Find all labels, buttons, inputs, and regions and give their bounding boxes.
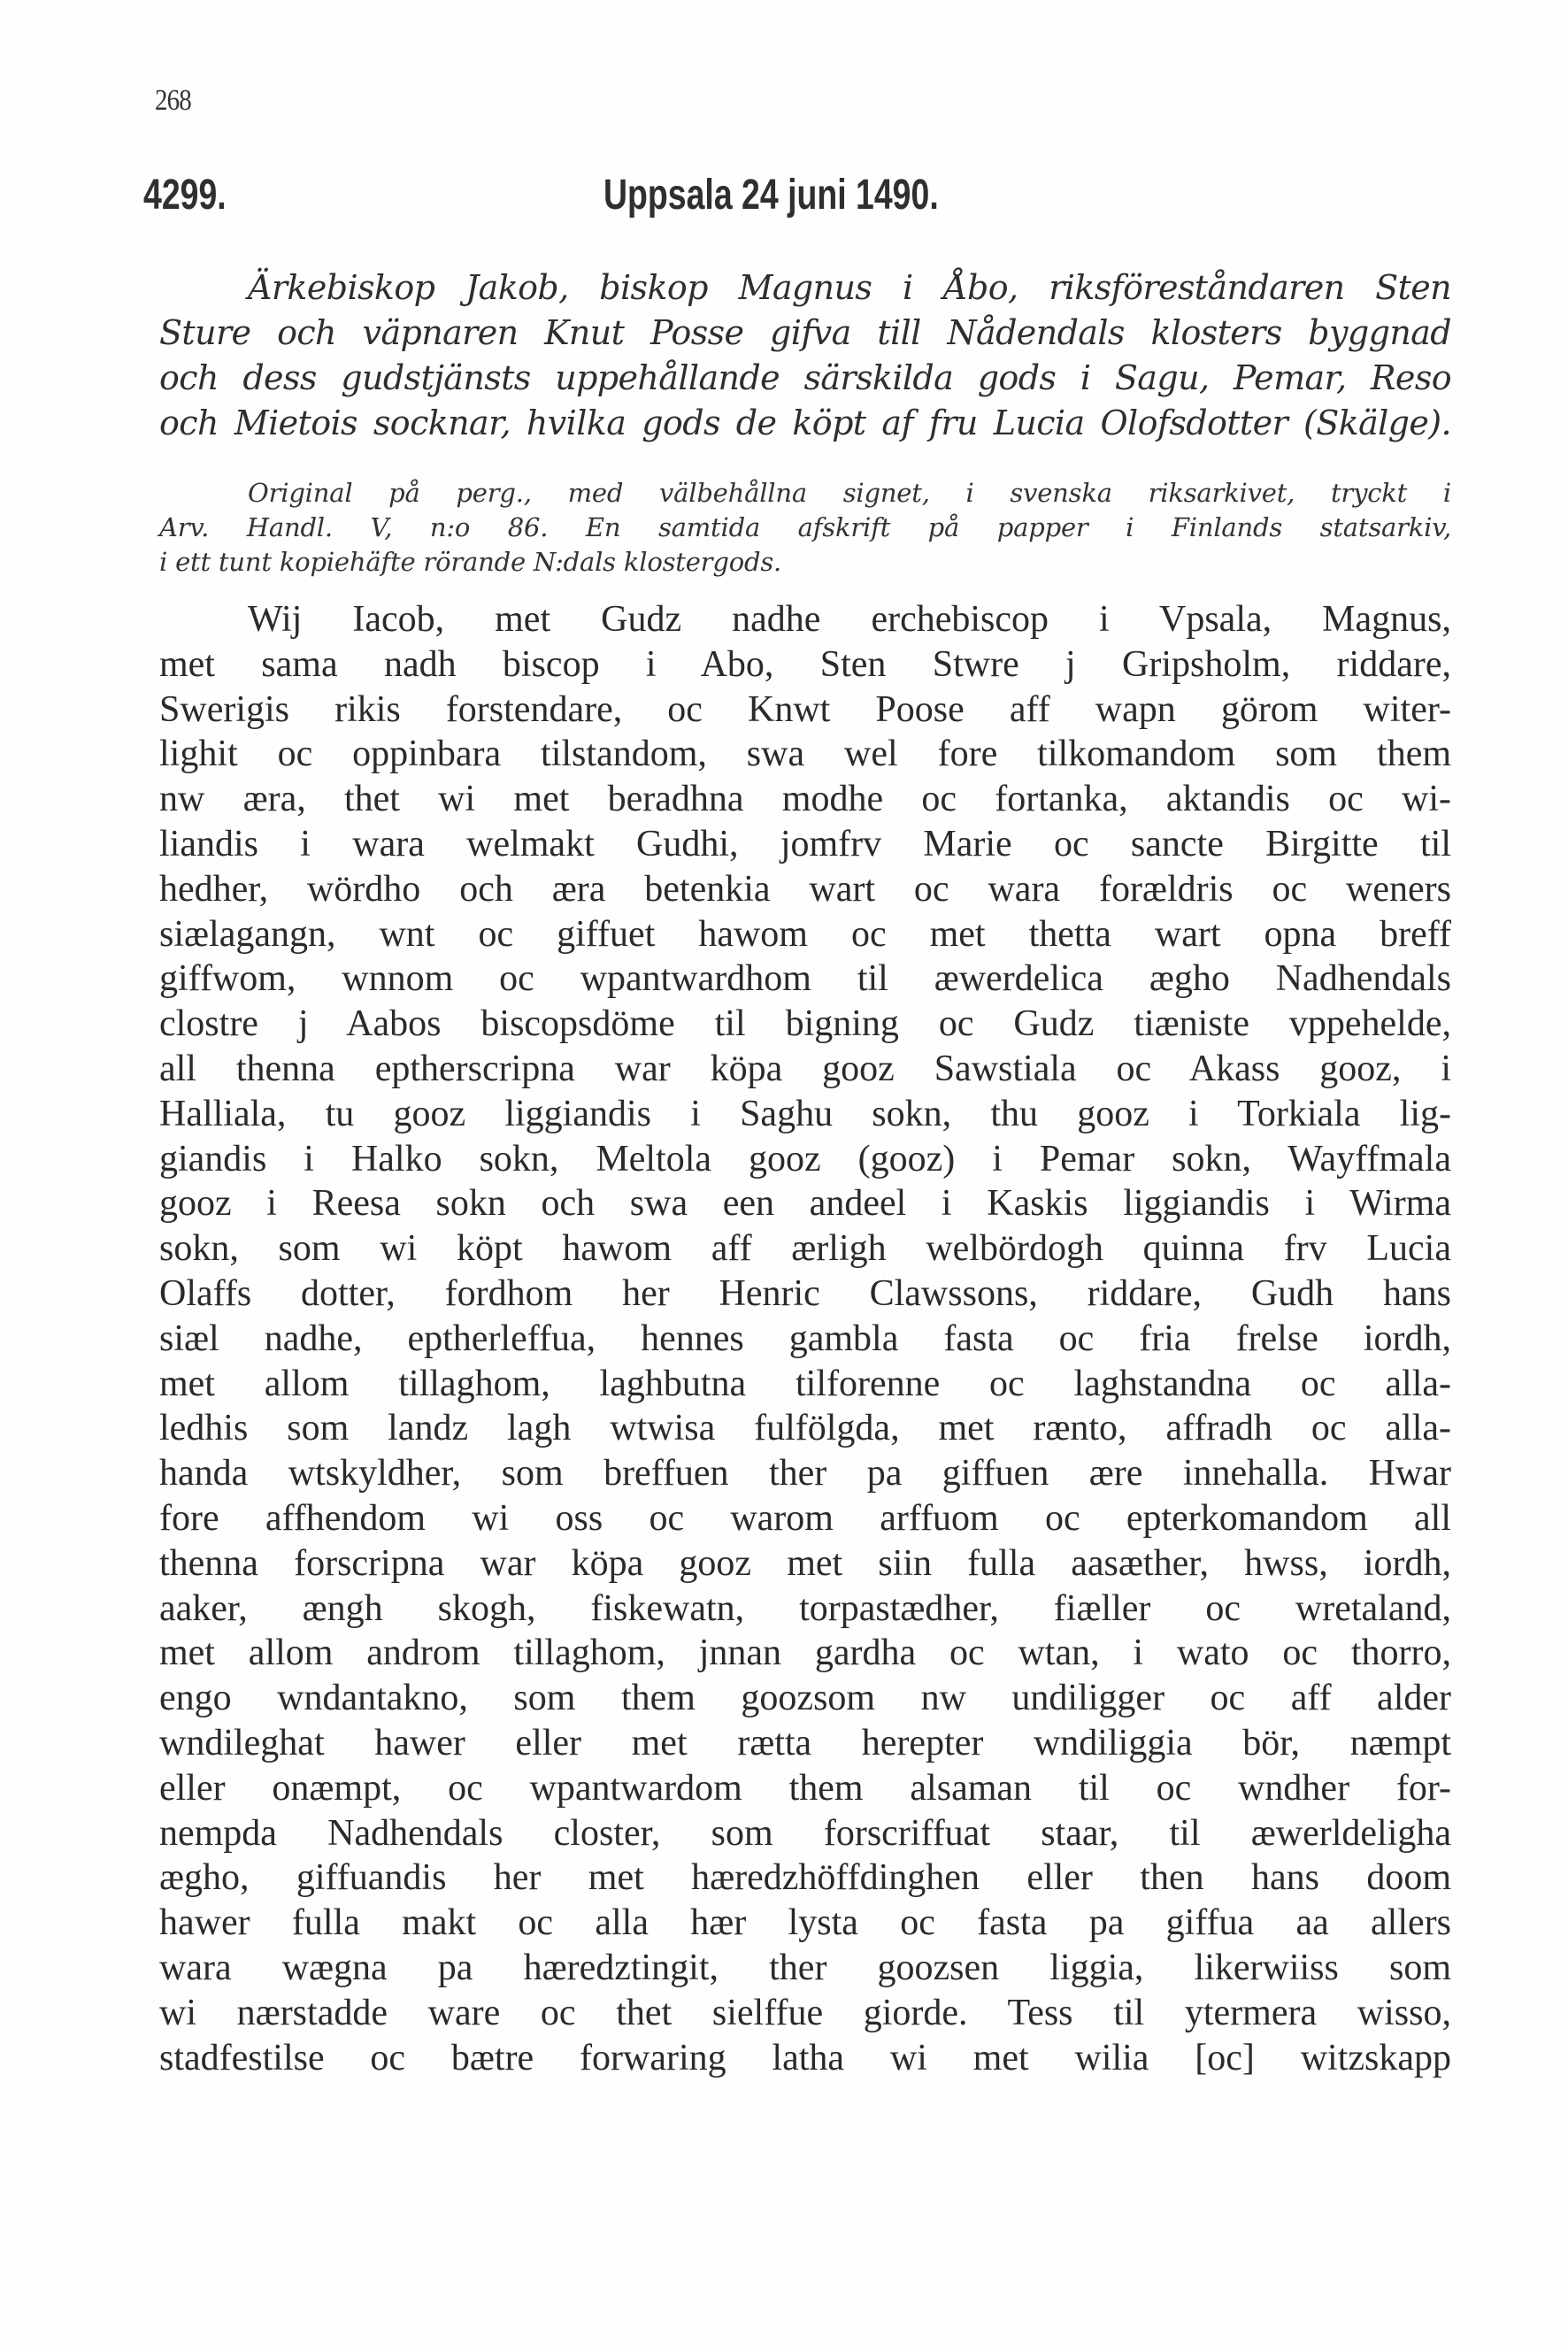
source-note-line: Original på perg., med välbehållna signet, i svenska riksarkivet, tryckt i bbox=[248, 478, 1451, 508]
body-text-line: nw æra, thet wi met beradhna modhe oc fortanka, aktandis oc wi- bbox=[159, 779, 1451, 820]
body-text-line: aaker, ængh skogh, fiskewatn, torpastædher, fiæller oc wretaland, bbox=[159, 1587, 1451, 1629]
summary-line: och dess gudstjänsts uppehållande särskilda gods i Sagu, Pemar, Reso bbox=[159, 358, 1451, 397]
document-heading bbox=[143, 171, 1453, 224]
body-text-line: siæl nadhe, eptherleffua, hennes gambla fasta oc fria frelse iordh, bbox=[159, 1318, 1451, 1359]
document-body-text bbox=[159, 597, 1451, 2080]
page-number: 268 bbox=[155, 84, 191, 117]
body-text-line: Wij Iacob, met Gudz nadhe erchebiscop i Vpsala, Magnus, bbox=[248, 599, 1451, 640]
body-text-line: liandis i wara welmakt Gudhi, jomfrv Marie oc sancte Birgitte til bbox=[159, 823, 1451, 864]
body-text-line: siælagangn, wnt oc giffuet hawom oc met thetta wart opna breff bbox=[159, 913, 1451, 955]
body-text-line: ledhis som landz lagh wtwisa fulfölgda, met rænto, affradh oc alla- bbox=[159, 1408, 1451, 1449]
body-text-line: met allom tillaghom, laghbutna tilforenne oc laghstandna oc alla- bbox=[159, 1363, 1451, 1404]
document-number: 4299. bbox=[143, 172, 227, 219]
body-text-line: thenna forscripna war köpa gooz met siin fulla aasæther, hwss, iordh, bbox=[159, 1542, 1451, 1584]
body-text-line: giandis i Halko sokn, Meltola gooz (gooz) i Pemar sokn, Wayffmala bbox=[159, 1138, 1451, 1179]
body-text-line: met allom androm tillaghom, jnnan gardha oc wtan, i wato oc thorro, bbox=[159, 1633, 1451, 1674]
body-text-line: wara wægna pa hæredztingit, ther goozsen liggia, likerwiiss som bbox=[159, 1947, 1451, 1988]
body-text-line: sokn, som wi köpt hawom aff ærligh welbördogh quinna frv Lucia bbox=[159, 1228, 1451, 1270]
body-text-line: all thenna eptherscripna war köpa gooz Sawstiala oc Akass gooz, i bbox=[159, 1048, 1451, 1089]
body-text-line: Olaffs dotter, fordhom her Henric Clawssons, riddare, Gudh hans bbox=[159, 1272, 1451, 1314]
body-text-line: hawer fulla makt oc alla hær lysta oc fasta pa giffua aa allers bbox=[159, 1902, 1451, 1944]
body-text-line: clostre j Aabos biscopsdöme til bigning oc Gudz tiæniste vppehelde, bbox=[159, 1003, 1451, 1045]
body-text-line: handa wtskyldher, som breffuen ther pa giffuen ære innehalla. Hwar bbox=[159, 1453, 1451, 1494]
summary-line: och Mietois socknar, hvilka gods de köpt af fru Lucia Olofsdotter (Skälge). bbox=[159, 403, 1451, 442]
body-text-line: eller onæmpt, oc wpantwardom them alsaman til oc wndher for- bbox=[159, 1767, 1451, 1809]
body-text-line: hedher, wördho och æra betenkia wart oc wara forældris oc weners bbox=[159, 868, 1451, 910]
body-text-line: nempda Nadhendals closter, som forscriffuat staar, til æwerldeligha bbox=[159, 1812, 1451, 1854]
body-text-line: lighit oc oppinbara tilstandom, swa wel fore tilkomandom som them bbox=[159, 734, 1451, 775]
body-text-line: Halliala, tu gooz liggiandis i Saghu sokn, thu gooz i Torkiala lig- bbox=[159, 1093, 1451, 1134]
source-note-line: Arv. Handl. V, n:o 86. En samtida afskrift på papper i Finlands statsarkiv, bbox=[159, 512, 1451, 542]
body-text-line: fore affhendom wi oss oc warom arffuom oc epterkomandom all bbox=[159, 1497, 1451, 1539]
document-summary bbox=[159, 265, 1451, 446]
source-note bbox=[159, 476, 1451, 580]
summary-line: Ärkebiskop Jakob, biskop Magnus i Åbo, riksföreståndaren Sten bbox=[248, 268, 1451, 307]
body-text-line: wi nærstadde ware oc thet sielffue giorde. Tess til ytermera wisso, bbox=[159, 1992, 1451, 2033]
body-text-line: giffwom, wnnom oc wpantwardhom til æwerdelica ægho Nadhendals bbox=[159, 958, 1451, 1000]
document-place-date: Uppsala 24 juni 1490. bbox=[603, 172, 939, 219]
body-text-line: Swerigis rikis forstendare, oc Knwt Poose aff wapn görom witer- bbox=[159, 688, 1451, 730]
summary-line: Sture och väpnaren Knut Posse gifva till Nådendals klosters byggnad bbox=[159, 313, 1451, 352]
body-text-line: ægho, giffuandis her met hæredzhöffdinghen eller then hans doom bbox=[159, 1857, 1451, 1899]
body-text-line: engo wndantakno, som them goozsom nw undiligger oc aff alder bbox=[159, 1678, 1451, 1719]
body-text-line: stadfestilse oc bætre forwaring latha wi met wilia [oc] witzskapp bbox=[159, 2037, 1451, 2078]
body-text-line: met sama nadh biscop i Abo, Sten Stwre j Gripsholm, riddare, bbox=[159, 643, 1451, 685]
source-note-line: i ett tunt kopiehäfte rörande N:dals klostergods. bbox=[159, 547, 782, 577]
body-text-line: wndileghat hawer eller met rætta herepter wndiliggia bör, næmpt bbox=[159, 1722, 1451, 1763]
body-text-line: gooz i Reesa sokn och swa een andeel i Kaskis liggiandis i Wirma bbox=[159, 1183, 1451, 1225]
